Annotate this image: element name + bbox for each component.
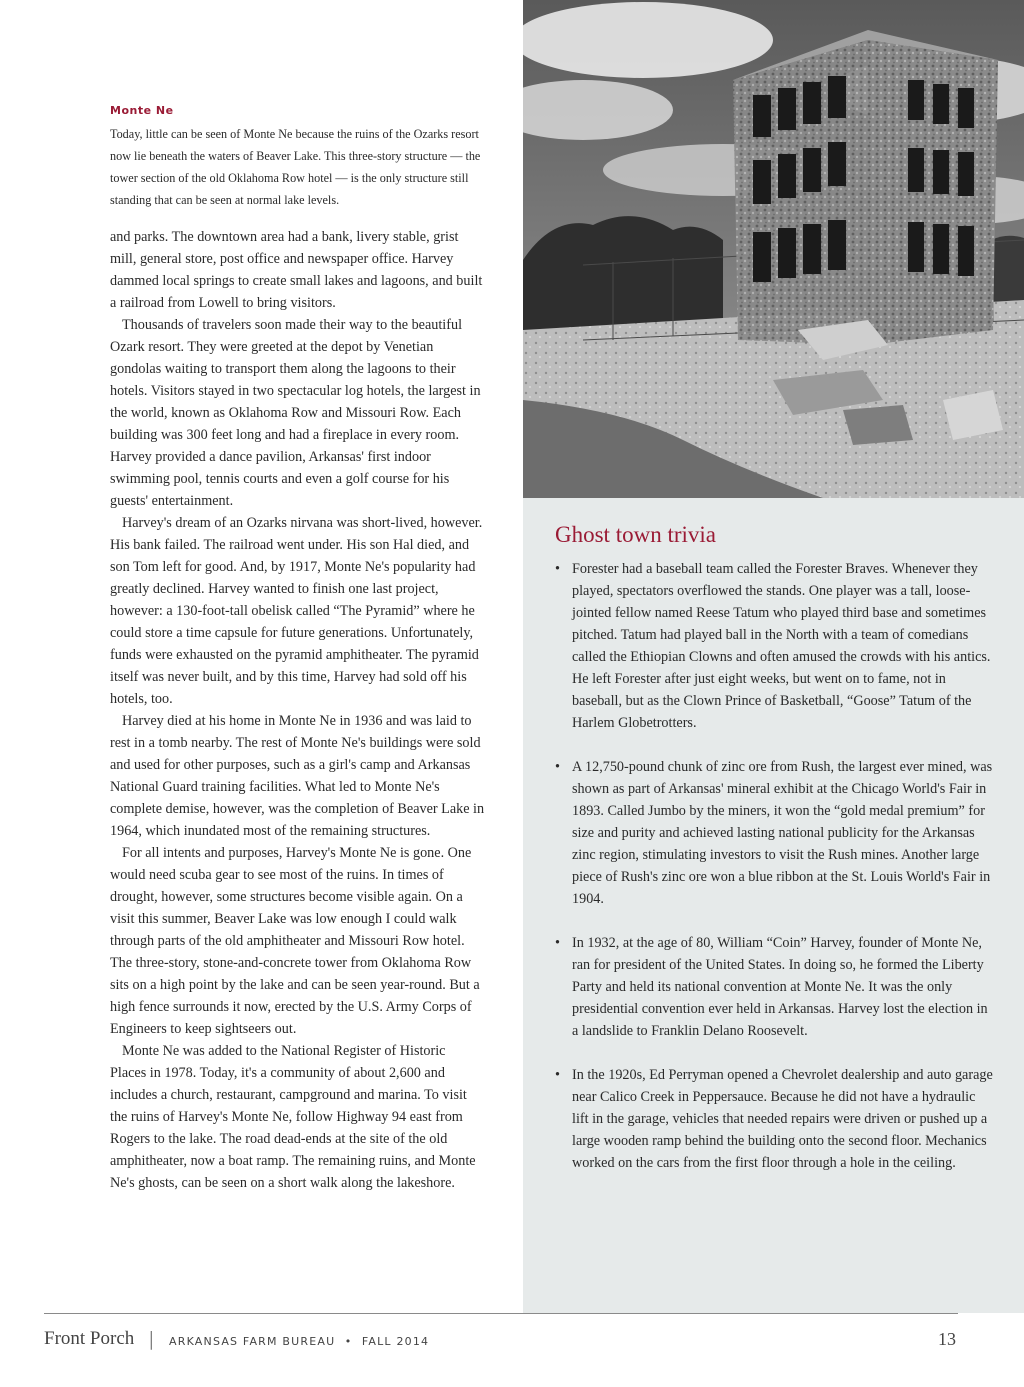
trivia-list bbox=[555, 558, 995, 1196]
footer-divider bbox=[44, 1313, 958, 1314]
trivia-item-text: A 12,750-pound chunk of zinc ore from Rush, the largest ever mined, was shown as part of Arkansas' mineral exhibit at the Chicago World's Fair in 1893. Called Jumbo by the miners, it won the “gold medal premium” for size and purity and achieved lasting national publicity for the Arkansas zinc region, stimulating investors to visit the Rush mines. Another large piece of Rush's zinc ore won a blue ribbon at the St. Louis World's Fair in 1904. bbox=[572, 759, 993, 907]
trivia-title: Ghost town trivia bbox=[555, 522, 716, 547]
photo-caption-heading: Monte Ne bbox=[110, 104, 174, 117]
article-paragraph: Thousands of travelers soon made their way to the beautiful Ozark resort. They were greeted at the depot by Venetian gondolas waiting to transport them along the lagoons to their hotels. Visitors stayed in two spectacular log hotels, the largest in the world, known as Oklahoma Row and Missouri Row. Each building was 300 feet long and had a fireplace in every room. Harvey provided a dance pavilion, Arkansas' first indoor swimming pool, tennis courts and even a golf course for his guests' entertainment. bbox=[110, 317, 481, 509]
article-body bbox=[110, 226, 485, 1194]
trivia-sidebar bbox=[523, 498, 1024, 1313]
article-paragraph: Harvey's dream of an Ozarks nirvana was short-lived, however. His bank failed. The railroad went under. His son Hal died, and son Tom left for good. And, by 1917, Monte Ne's popularity had greatly declined. Harvey wanted to finish one last project, however: a 130-foot-tall obelisk called “The Pyramid” where he could store a time capsule for future generations. Unfortunately, funds were exhausted on the pyramid amphitheater. The pyramid itself was never built, and by this time, Harvey had sold off his hotels, too. bbox=[110, 515, 483, 707]
article-paragraph: and parks. The downtown area had a bank, livery stable, grist mill, general store, post office and newspaper office. Harvey dammed local springs to create small lakes and lagoons, and built a railroad from Lowell to bring visitors. bbox=[110, 229, 483, 311]
footer-separator: | bbox=[148, 1328, 155, 1350]
page-number: 13 bbox=[938, 1329, 956, 1349]
trivia-item-text: Forester had a baseball team called the Forester Braves. Whenever they played, spectators overflowed the stands. One player was a tall, loose-jointed fellow named Reese Tatum who played third base and sometimes pitched. Tatum had played ball in the North with a team of comedians called the Ethiopian Clowns and often amused the crowds with his antics. He left Forester after just eight weeks, but went on to fame, not in baseball, but as the Clown Prince of Basketball, “Goose” Tatum of the Harlem Globetrotters. bbox=[572, 561, 991, 731]
bullet-icon: • bbox=[555, 1067, 560, 1083]
trivia-item bbox=[555, 558, 995, 734]
trivia-item bbox=[555, 756, 995, 910]
footer-publication: ARKANSAS FARM BUREAU • FALL 2014 bbox=[169, 1335, 430, 1348]
bullet-icon: • bbox=[555, 935, 560, 951]
trivia-item bbox=[555, 932, 995, 1042]
trivia-item bbox=[555, 1064, 995, 1174]
article-paragraph: Monte Ne was added to the National Register of Historic Places in 1978. Today, it's a community of about 2,600 and includes a church, restaurant, campground and marina. To visit the ruins of Harvey's Monte Ne, follow Highway 94 east from Rogers to the lake. The road dead-ends at the site of the old amphitheater, now a boat ramp. The remaining ruins, and Monte Ne's ghosts, can be seen on a short walk along the lakeshore. bbox=[110, 1043, 476, 1191]
trivia-item-text: In 1932, at the age of 80, William “Coin” Harvey, founder of Monte Ne, ran for president of the United States. In doing so, he formed the Liberty Party and held its national convention at Monte Ne. It was the only presidential convention ever held in Arkansas. Harvey lost the election in a landslide to Franklin Delano Roosevelt. bbox=[572, 935, 988, 1039]
tower-ruins-photo bbox=[523, 0, 1024, 498]
footer-brand: Front Porch bbox=[44, 1328, 135, 1349]
bullet-icon: • bbox=[555, 759, 560, 775]
article-paragraph: For all intents and purposes, Harvey's Monte Ne is gone. One would need scuba gear to see most of the ruins. In times of drought, however, some structures become visible again. On a visit this summer, Beaver Lake was low enough I could walk through parts of the old amphitheater and Missouri Row hotel. The three-story, stone-and-concrete tower from Oklahoma Row sits on a high point by the lake and can be seen year-round. But a high fence surrounds it now, erected by the U.S. Army Corps of Engineers to keep sightseers out. bbox=[110, 845, 480, 1037]
photo-caption-text: Today, little can be seen of Monte Ne because the ruins of the Ozarks resort now lie beneath the waters of Beaver Lake. This three-story structure — the tower section of the old Oklahoma Row hotel — is the only structure still standing that can be seen at normal lake levels. bbox=[110, 127, 481, 207]
bullet-icon: • bbox=[555, 561, 560, 577]
trivia-item-text: In the 1920s, Ed Perryman opened a Chevrolet dealership and auto garage near Calico Creek in Peppersauce. Because he did not have a hydraulic lift in the garage, vehicles that needed repairs were driven or pushed up a large wooden ramp behind the building onto the second floor. Mechanics worked on the cars from the first floor through a hole in the ceiling. bbox=[572, 1067, 993, 1171]
article-paragraph: Harvey died at his home in Monte Ne in 1936 and was laid to rest in a tomb nearby. The rest of Monte Ne's buildings were sold and used for other purposes, such as a girl's camp and Arkansas National Guard training facilities. What led to Monte Ne's complete demise, however, was the completion of Beaver Lake in 1964, which inundated most of the remaining structures. bbox=[110, 713, 485, 839]
